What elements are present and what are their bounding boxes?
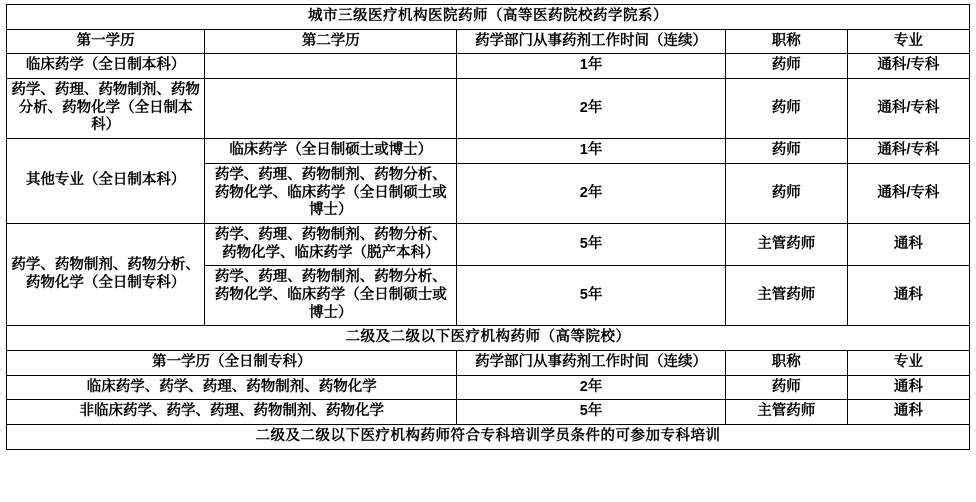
header-first-degree: 第一学历 (7, 29, 205, 54)
qualification-table (6, 4, 970, 450)
cell-major: 通科/专科 (847, 139, 969, 164)
table-header-row-1 (7, 29, 970, 54)
cell-years: 1年 (457, 139, 725, 164)
header-title: 职称 (725, 29, 847, 54)
table-row (7, 54, 970, 79)
footer-note: 二级及二级以下医疗机构药师符合专科培训学员条件的可参加专科培训 (7, 425, 970, 450)
cell-first-degree: 药学、药理、药物制剂、药物分析、药物化学（全日制本科） (7, 79, 205, 139)
cell-title: 主管药师 (725, 223, 847, 265)
header2-first-degree: 第一学历（全日制专科） (7, 351, 457, 376)
section2-title: 二级及二级以下医疗机构药师（高等院校） (7, 326, 970, 351)
cell-years: 2年 (457, 163, 725, 223)
cell-years: 5年 (457, 266, 725, 326)
cell-first-degree: 临床药学、药学、药理、药物制剂、药物化学 (7, 375, 457, 400)
cell-first-degree: 非临床药学、药学、药理、药物制剂、药物化学 (7, 400, 457, 425)
cell-major: 通科 (847, 266, 969, 326)
header2-work-years: 药学部门从事药剂工作时间（连续） (457, 351, 725, 376)
cell-second-degree-empty (205, 79, 457, 139)
cell-second-degree: 药学、药理、药物制剂、药物分析、药物化学、临床药学（全日制硕士或博士） (205, 163, 457, 223)
cell-title: 主管药师 (725, 266, 847, 326)
cell-title: 药师 (725, 163, 847, 223)
cell-second-degree: 药学、药理、药物制剂、药物分析、药物化学、临床药学（全日制硕士或博士） (205, 266, 457, 326)
header2-major: 专业 (847, 351, 969, 376)
cell-second-degree: 临床药学（全日制硕士或博士） (205, 139, 457, 164)
header-second-degree: 第二学历 (205, 29, 457, 54)
table-footer-row (7, 425, 970, 450)
header-work-years: 药学部门从事药剂工作时间（连续） (457, 29, 725, 54)
header-major: 专业 (847, 29, 969, 54)
section1-title: 城市三级医疗机构医院药师（高等医药院校药学院系） (7, 5, 970, 30)
cell-years: 5年 (457, 223, 725, 265)
cell-years: 2年 (457, 79, 725, 139)
table-row (7, 375, 970, 400)
cell-first-degree: 药学、药物制剂、药物分析、药物化学（全日制专科） (7, 223, 205, 325)
cell-years: 2年 (457, 375, 725, 400)
cell-second-degree-empty (205, 54, 457, 79)
table-row (7, 139, 970, 164)
table-row (7, 400, 970, 425)
table-header-row-2 (7, 351, 970, 376)
cell-second-degree: 药学、药理、药物制剂、药物分析、药物化学、临床药学（脱产本科） (205, 223, 457, 265)
cell-first-degree: 其他专业（全日制本科） (7, 139, 205, 224)
table-title-row-1 (7, 5, 970, 30)
cell-major: 通科 (847, 223, 969, 265)
cell-major: 通科/专科 (847, 163, 969, 223)
cell-major: 通科/专科 (847, 79, 969, 139)
table-title-row-2 (7, 326, 970, 351)
cell-title: 药师 (725, 375, 847, 400)
cell-years: 1年 (457, 54, 725, 79)
cell-title: 药师 (725, 139, 847, 164)
cell-years: 5年 (457, 400, 725, 425)
cell-title: 药师 (725, 79, 847, 139)
table-row (7, 223, 970, 265)
cell-major: 通科 (847, 400, 969, 425)
cell-major: 通科/专科 (847, 54, 969, 79)
cell-first-degree: 临床药学（全日制本科） (7, 54, 205, 79)
header2-title: 职称 (725, 351, 847, 376)
cell-title: 主管药师 (725, 400, 847, 425)
table-row (7, 79, 970, 139)
cell-major: 通科 (847, 375, 969, 400)
cell-title: 药师 (725, 54, 847, 79)
